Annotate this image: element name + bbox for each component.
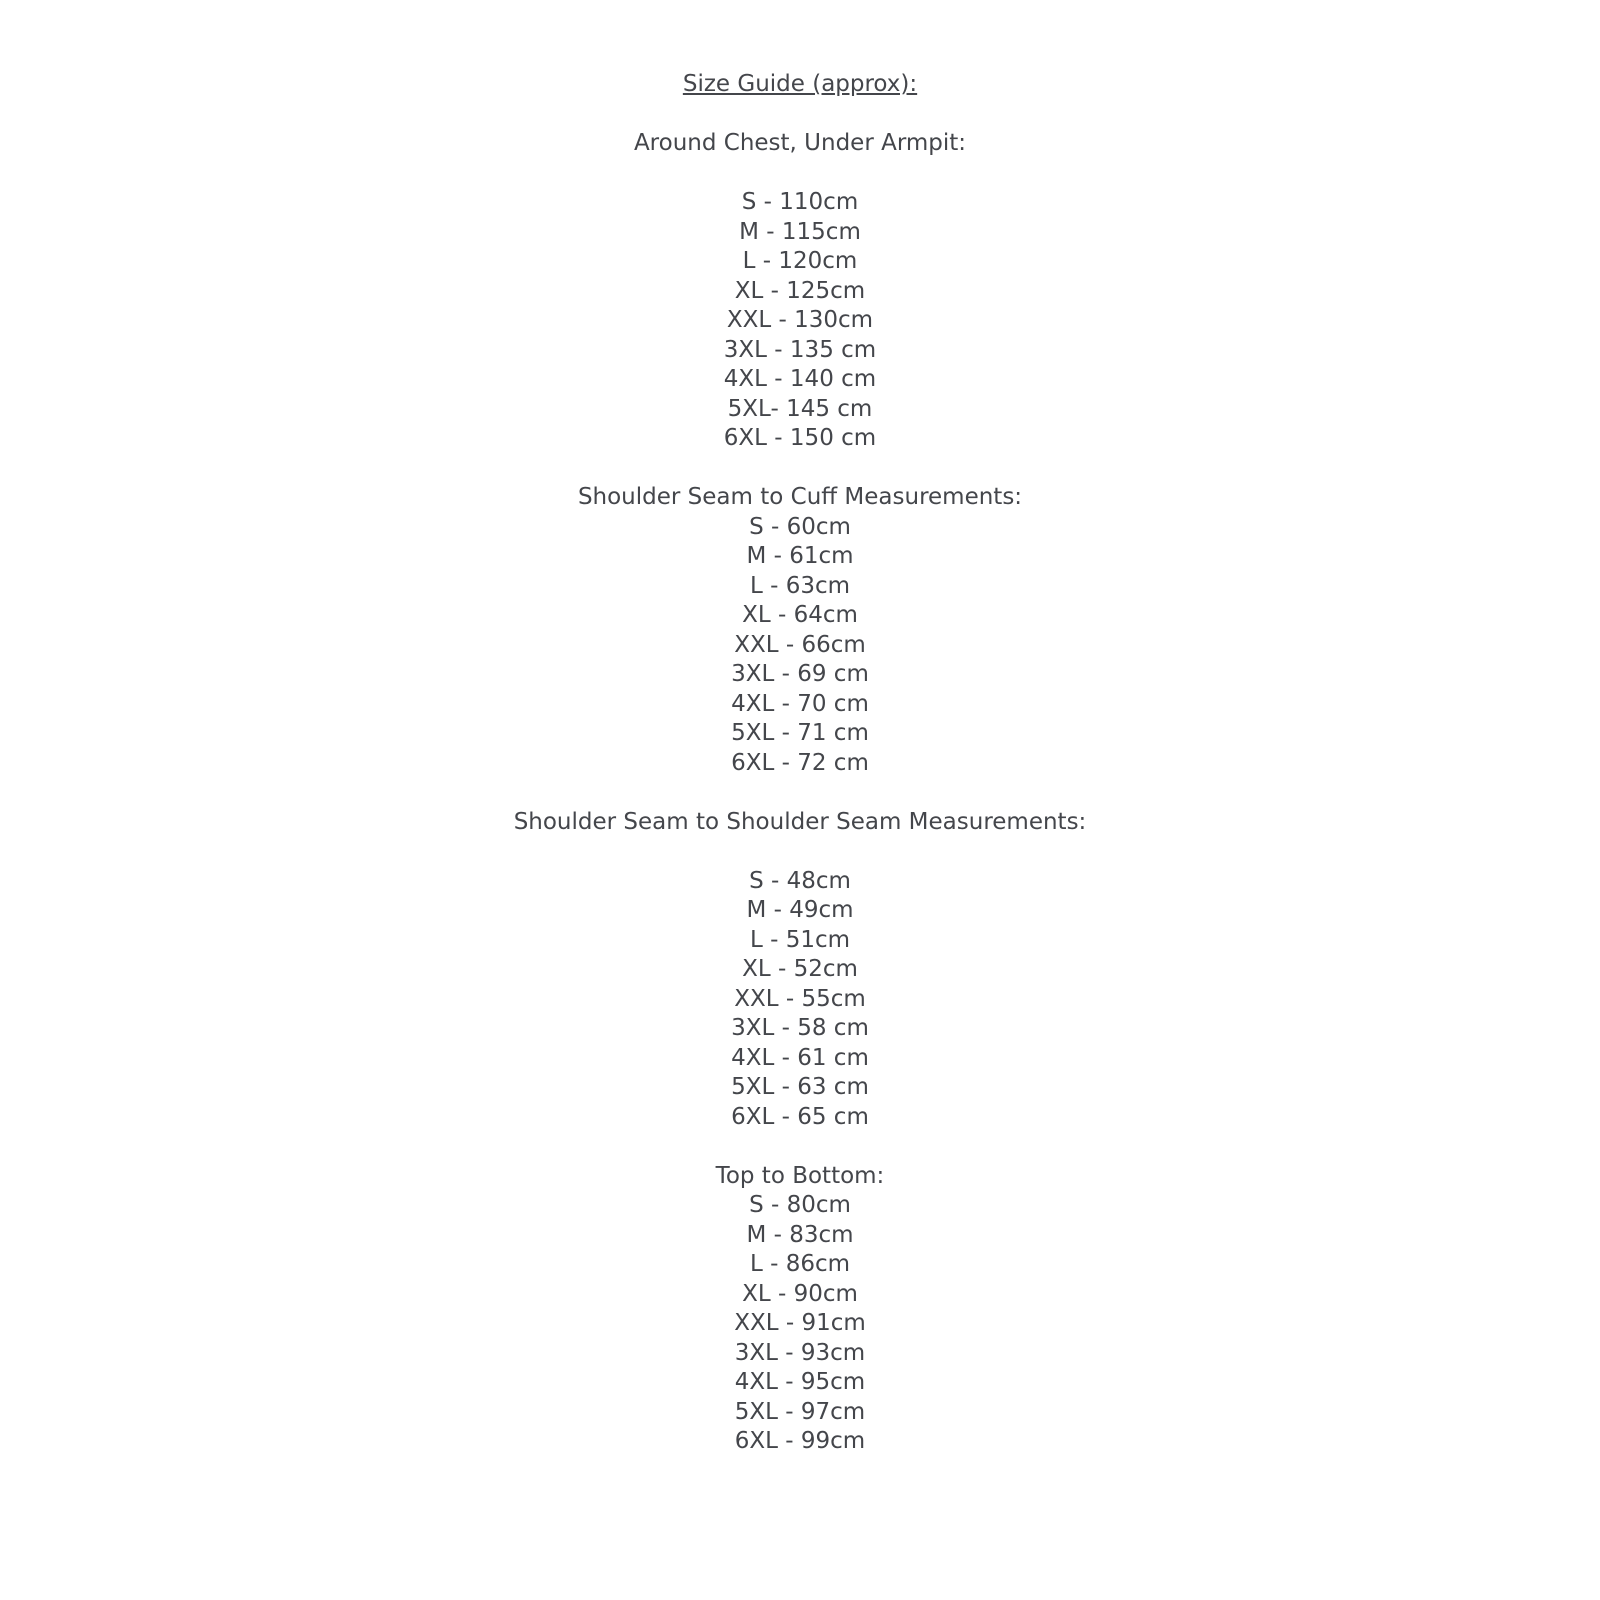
size-row: 4XL - 140 cm [723, 366, 877, 392]
size-list-shoulder-to-shoulder [0, 867, 1600, 1133]
size-row: 3XL - 69 cm [731, 661, 869, 687]
section-shoulder-to-shoulder [0, 808, 1600, 1133]
blank-line [0, 454, 1600, 484]
size-row: XXL - 130cm [726, 307, 874, 333]
size-row: L - 86cm [749, 1251, 851, 1277]
blank-line [0, 159, 1600, 189]
size-row: L - 63cm [749, 572, 851, 599]
blank-line [0, 1132, 1600, 1162]
size-row: XL - 52cm [742, 956, 858, 982]
blank-line [0, 100, 1600, 130]
section-top-to-bottom [0, 1162, 1600, 1457]
size-row: XXL - 55cm [734, 985, 866, 1012]
size-row: L - 51cm [749, 926, 851, 953]
size-row: S - 80cm [749, 1192, 851, 1218]
size-row: 5XL - 97cm [734, 1398, 866, 1425]
size-row: 5XL - 71 cm [731, 720, 869, 746]
size-row: XXL - 66cm [734, 631, 866, 658]
size-row: 5XL- 145 cm [727, 395, 873, 422]
size-row: 6XL - 72 cm [731, 749, 869, 776]
size-row: 4XL - 61 cm [731, 1044, 869, 1071]
section-heading-shoulder-to-shoulder: Shoulder Seam to Shoulder Seam Measurements: [513, 808, 1087, 835]
size-row: 6XL - 99cm [734, 1428, 866, 1454]
section-heading-top-to-bottom: Top to Bottom: [715, 1162, 885, 1189]
size-row: M - 49cm [746, 897, 854, 923]
size-row: M - 61cm [746, 543, 854, 569]
size-row: XL - 90cm [742, 1280, 858, 1307]
size-row: 3XL - 58 cm [731, 1015, 869, 1041]
section-heading-around-chest: Around Chest, Under Armpit: [633, 130, 967, 156]
size-row: S - 60cm [749, 513, 851, 540]
size-row: 3XL - 135 cm [723, 336, 877, 363]
section-heading-shoulder-to-cuff: Shoulder Seam to Cuff Measurements: [577, 484, 1023, 510]
size-row: S - 48cm [749, 867, 851, 894]
size-row: M - 83cm [746, 1221, 854, 1248]
size-row: XL - 64cm [742, 602, 858, 628]
size-row: 4XL - 95cm [734, 1369, 866, 1395]
size-list-shoulder-to-cuff [0, 513, 1600, 779]
size-list-around-chest [0, 188, 1600, 454]
size-row: XXL - 91cm [734, 1310, 866, 1336]
size-row: L - 120cm [742, 248, 858, 274]
size-row: 3XL - 93cm [734, 1339, 866, 1366]
blank-line [0, 778, 1600, 808]
size-row: 5XL - 63 cm [731, 1074, 869, 1100]
size-row: 6XL - 65 cm [731, 1103, 869, 1130]
size-row: 4XL - 70 cm [731, 690, 869, 717]
page-title: Size Guide (approx): [682, 71, 918, 97]
blank-line [0, 837, 1600, 867]
section-around-chest [0, 129, 1600, 454]
size-list-top-to-bottom [0, 1191, 1600, 1457]
size-row: XL - 125cm [734, 277, 866, 304]
size-row: S - 110cm [741, 189, 859, 215]
section-shoulder-to-cuff [0, 483, 1600, 778]
size-row: M - 115cm [739, 218, 861, 245]
size-row: 6XL - 150 cm [723, 425, 877, 451]
